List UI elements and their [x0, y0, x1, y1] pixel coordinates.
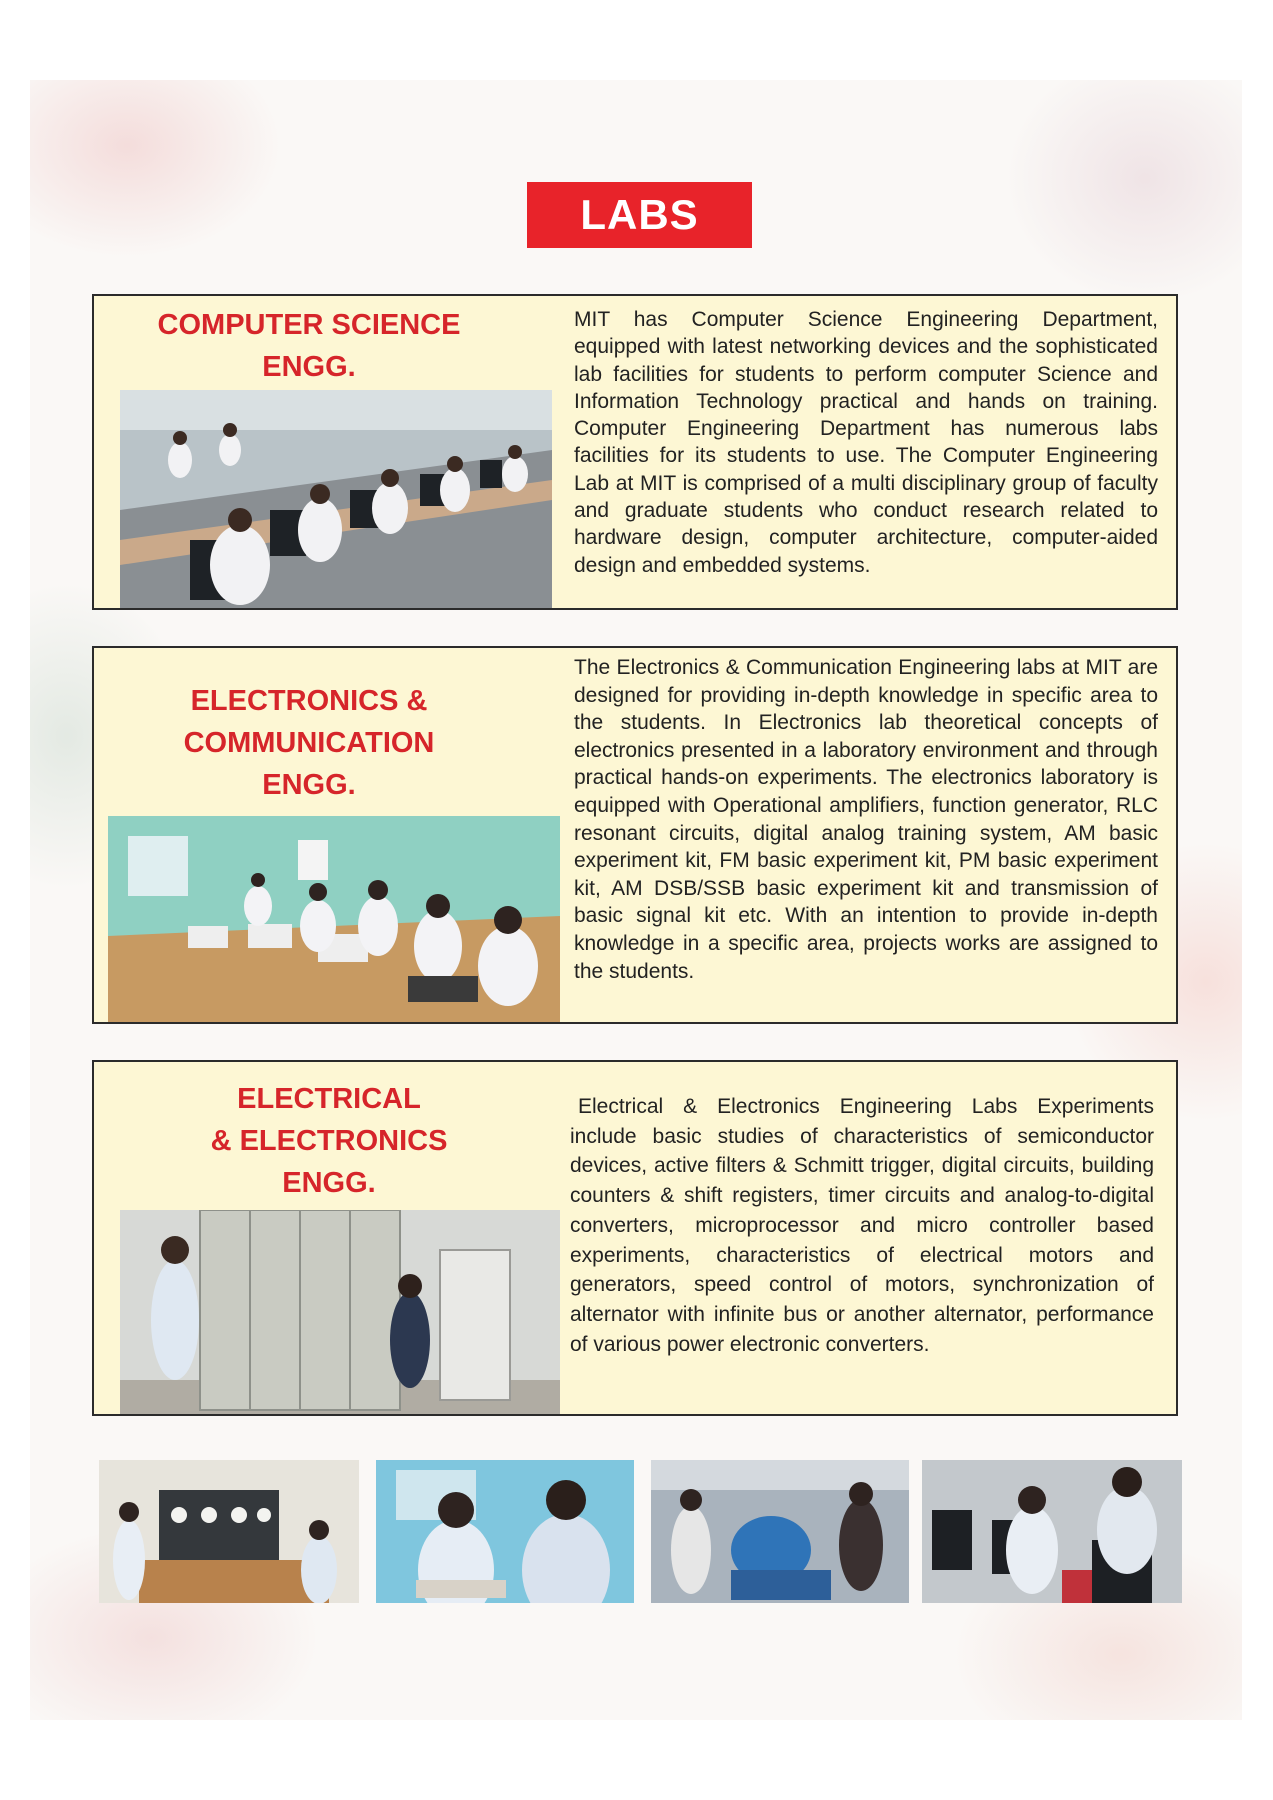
heading-line: COMMUNICATION — [183, 727, 435, 759]
page-title: LABS — [527, 182, 752, 248]
heading-line: ENGG. — [282, 1167, 376, 1199]
heading-line: ELECTRONICS & — [190, 685, 428, 717]
heading-line: & ELECTRONICS — [210, 1125, 448, 1157]
strip-photo-machine-lab — [651, 1460, 909, 1603]
computer-lab-photo — [120, 390, 552, 608]
heading-line: ENGG. — [262, 351, 356, 383]
electronics-lab-photo — [108, 816, 560, 1022]
lab-section-eee — [92, 1060, 1178, 1416]
heading-line: ENGG. — [262, 769, 356, 801]
section-description: MIT has Computer Science Engineering Department, equipped with latest networking devices and the sophisticated lab facilities for students to perform computer Science and Information Technology practical and hands on training. Computer Engineering Department has numerous labs facilities for its students to use. The Computer Engineering Lab at MIT is comprised of a multi disciplinary group of faculty and graduate students who conduct research related to hardware design, computer architecture, computer-aided design and embedded systems. — [574, 308, 1158, 577]
strip-photo-students-circuit — [376, 1460, 634, 1603]
strip-photo-electrical-panel — [99, 1460, 359, 1603]
lab-section-ece — [92, 646, 1178, 1024]
strip-photo-computer-students — [922, 1460, 1182, 1603]
section-description: The Electronics & Communication Engineering labs at MIT are designed for providing in-depth knowledge in specific area to the students. In Electronics lab theoretical concepts of electronics presented in a laboratory environment and through practical hands-on experiments. The electronics laboratory is equipped with Operational amplifiers, function generator, RLC resonant circuits, digital analog training system, AM basic experiment kit, FM basic experiment kit, PM basic experiment kit, AM DSB/SSB basic experiment kit and transmission of basic signal kit etc. With an intention to provide in-depth knowledge in a specific area, projects works are assigned to the students. — [574, 656, 1158, 983]
section-description: Electrical & Electronics Engineering Labs Experiments include basic studies of characteristics of semiconductor devices, active filters & Schmitt trigger, digital circuits, building counters & shift registers, timer circuits and analog-to-digital converters, microprocessor and micro controller based experiments, characteristics of electrical motors and generators, speed control of motors, synchronization of alternator with infinite bus or another alternator, performance of various power electronic converters. — [570, 1095, 1154, 1356]
lab-section-cse — [92, 294, 1178, 610]
section-heading — [124, 1078, 534, 1204]
heading-line: COMPUTER SCIENCE — [157, 309, 461, 341]
heading-line: ELECTRICAL — [237, 1083, 421, 1115]
section-heading — [104, 680, 514, 806]
electrical-lab-photo — [120, 1210, 560, 1414]
section-heading — [104, 304, 514, 388]
